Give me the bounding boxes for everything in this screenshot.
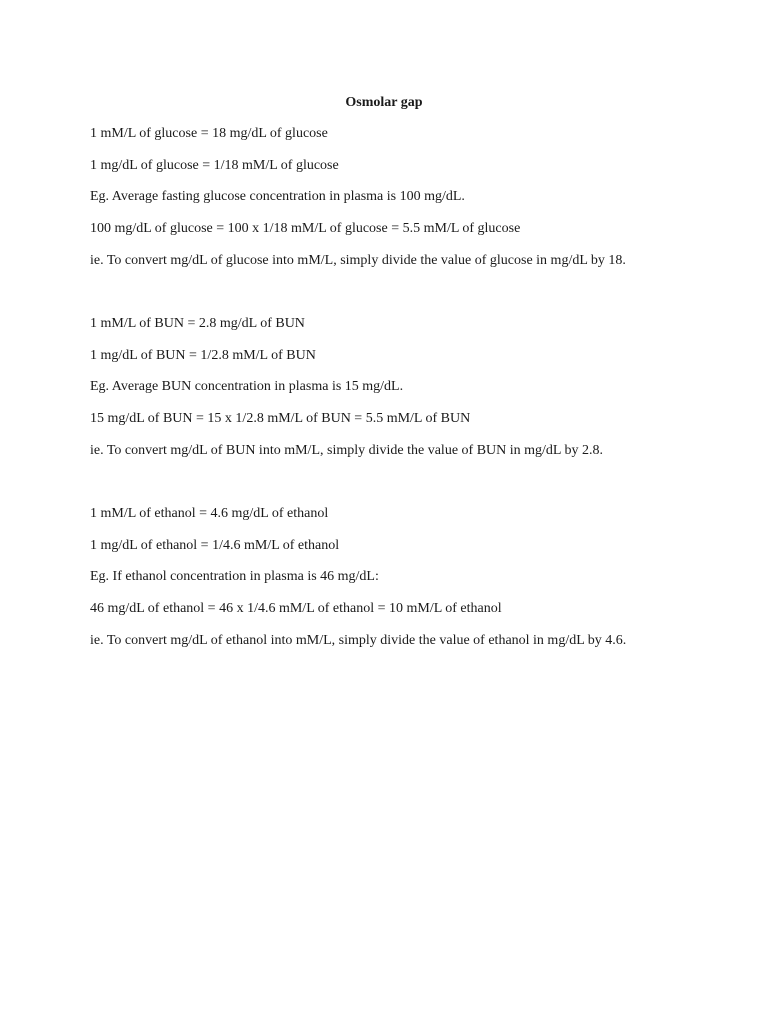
bun-line-3: Eg. Average BUN concentration in plasma is 15 mg/dL.	[90, 379, 404, 395]
page-title: Osmolar gap	[345, 95, 423, 110]
glucose-line-3: Eg. Average fasting glucose concentration in plasma is 100 mg/dL.	[90, 189, 465, 205]
ethanol-line-2: 1 mg/dL of ethanol = 1/4.6 mM/L of ethanol	[90, 537, 340, 553]
ethanol-line-3: Eg. If ethanol concentration in plasma is 46 mg/dL:	[90, 569, 379, 585]
ethanol-section	[90, 504, 730, 662]
glucose-line-2: 1 mg/dL of glucose = 1/18 mM/L of glucose	[90, 157, 339, 173]
glucose-line-1: 1 mM/L of glucose = 18 mg/dL of glucose	[90, 126, 328, 141]
bun-line-4: 15 mg/dL of BUN = 15 x 1/2.8 mM/L of BUN = 5.5 mM/L of BUN	[90, 411, 471, 427]
bun-section	[90, 314, 730, 472]
bun-line-5: ie. To convert mg/dL of BUN into mM/L, simply divide the value of BUN in mg/dL by 2.8.	[90, 442, 603, 458]
glucose-line-4: 100 mg/dL of glucose = 100 x 1/18 mM/L of glucose = 5.5 mM/L of glucose	[90, 221, 521, 237]
glucose-line-5: ie. To convert mg/dL of glucose into mM/L, simply divide the value of glucose in mg/dL by 18.	[90, 252, 626, 268]
bun-line-2: 1 mg/dL of BUN = 1/2.8 mM/L of BUN	[90, 347, 316, 363]
ethanol-line-5: ie. To convert mg/dL of ethanol into mM/L, simply divide the value of ethanol in mg/dL by 4.6.	[90, 632, 627, 648]
glucose-section	[90, 124, 730, 282]
bun-line-1: 1 mM/L of BUN = 2.8 mg/dL of BUN	[90, 316, 305, 331]
ethanol-line-1: 1 mM/L of ethanol = 4.6 mg/dL of ethanol	[90, 506, 329, 521]
ethanol-line-4: 46 mg/dL of ethanol = 46 x 1/4.6 mM/L of ethanol = 10 mM/L of ethanol	[90, 601, 502, 617]
